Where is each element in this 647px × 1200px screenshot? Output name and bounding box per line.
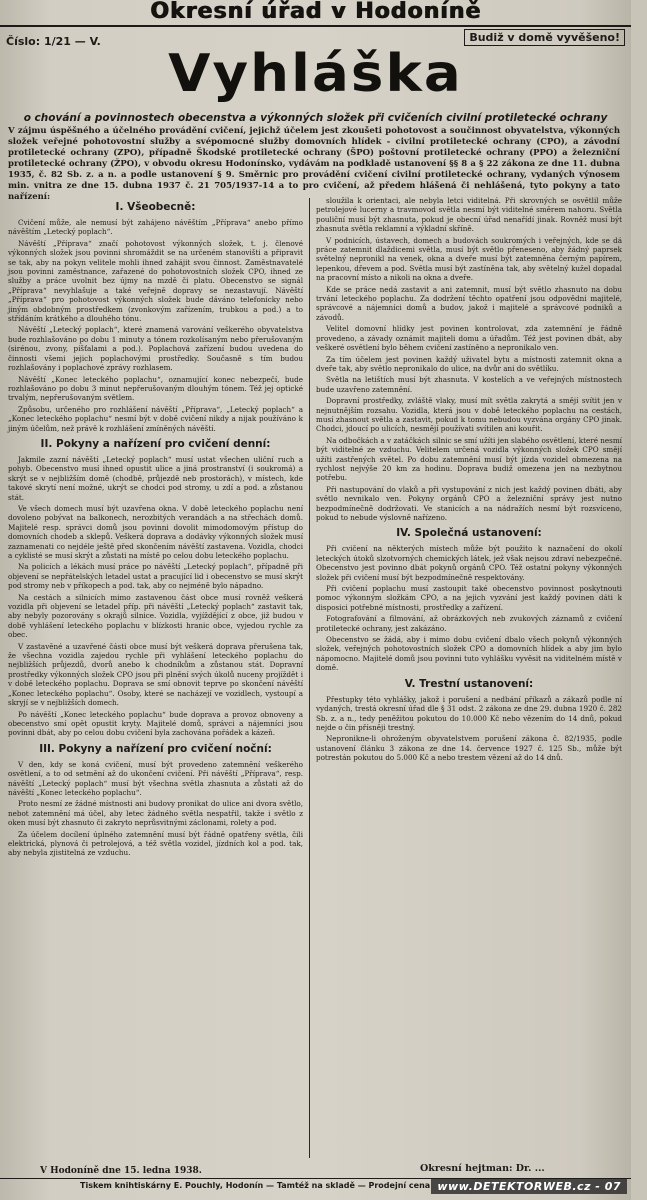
paragraph: Kde se práce nedá zastavit a ani zatemnit, musí být světlo zhasnuto na dobu trvání leteckého poplachu. Za dodržení těchto opatření jsou odpovědni majitelé, správcové a nájemníci domů a budov, jakož i majitelé a správcové podniků a závodů. [316,284,622,322]
left-column [8,196,303,1164]
paragraph: Proto nesmí ze žádné místnosti ani budovy pronikat do ulice ani dvora světlo, nebot zatemnění má účel, aby letec žádného světla nespatřil, takže i světlo z oken musí být zhasnuto či zakryto neprůsvitnými záclonami, rolety a pod. [8,799,303,828]
paragraph: Při cvičení poplachu musí zastoupit také obecenstvo povinnost poskytnouti pomoc výkonným složkám CPO, a na jejich vyzvání jest každý povinen dáti k disposici potřebné místnosti, prostředky a zařízení. [316,584,622,612]
paragraph: V podnicích, ústavech, domech a budovách soukromých i veřejných, kde se dá práce zatemnit dlaždicemi světla, musí být světlo přeneseno, aby žádný paprsek světelný nepronikl na venek, okna a dveře musí být zatemněna černým papírem, lepenkou, dřevem a pod. Světla musí být zastíněna tak, aby světelný kužel dopadal na pracovní místo a nikoli na okna a dveře. [316,235,622,283]
paragraph: Velitel domovní hlídky jest povinen kontrolovat, zda zatemnění je řádně provedeno, a závady oznámit majiteli domu a úřadům. Též jest povinen dbát, aby veškeré osvětlení bylo během cvičení zastíněno a nepronikalo ven. [316,324,622,353]
paragraph: Jakmile zazní návěští „Letecký poplach“ musí ustat všechen uliční ruch a pohyb. Obecenstvo musí ihned opustit ulice a jiná prostranství (i soukromá) a skrýt se v nejbližším domě (chodbě, průjezdě neb prostorách), v místech, kde takové skrytí není možné, ukrýt se chodci pod stromy, u zdí a pod. a zůstanou stát. [8,454,303,502]
paragraph: Světla na letištích musí být zhasnuta. V kostelích a ve veřejných místnostech bude uzavřeno zatemnění. [316,375,622,394]
paragraph: Za účelem docílení úplného zatemnění musí být řádně opatřeny světla, čili elektrická, plynová či petrolejová, a též světla vozidel, jízdních kol a pod. tak, aby nebyla zjistitelná ze vzduchu. [8,829,303,858]
reference-number: Číslo: 1/21 — V. [6,35,101,48]
paragraph: V den, kdy se koná cvičení, musí být provedeno zatemnění veškerého osvětlení, a to od setmění až do ukončení cvičení. Při návěští „Příprava“, resp. návěští „Letecký poplach“ musí být všechna světla zhasnuta a zůstati až do návěští „Konec leteckého poplachu“. [8,759,303,797]
section-heading: I. Všeobecně: [115,201,196,213]
paragraph: Ve všech domech musí být uzavřena okna. V době leteckého poplachu není dovoleno pobývat na balkonech, nerozbitých verandách a na střechách domů. Majitelé resp. správci domů jsou povinni dovolit mimodomovým přístup do domovních chodeb a sklepů. Veškerá doprava a dodávky výkonných složek musí zaznamenati co nejdéle ještě před skončením návěští zastavena. Vozidla, chodci a cyklisté se musí skrýt a zůstati na místě po celou dobu leteckého poplachu. [8,503,303,560]
paragraph: Návěští „Letecký poplach“, které znamená varování veškerého obyvatelstva bude rozhlašováno po dobu 1 minuty a tónem rozkolísaným nebo přerušovaným (sirénou, zvony, píšťalami a pod.). Poplachová zařízení budou uvedena do činnosti všemi jejich poplachovými prostředky. Současně s tím budou rozhlašovány i poplachové zprávy rozhlasem. [8,325,303,373]
paragraph: Návěští „Příprava“ značí pohotovost výkonných složek, t. j. členové výkonných složek jsou povinni shromáždit se na určeném stanovišti a připravit se tak, aby na pokyn velitele mohli ihned zahájit svou činnost. Zaměstnavatelé jsou povinni zaměstnance, zařazené do pohotovostních složek CPO, ihned ze služby a práce uvolnit bez újmy na mzdě či platu. Obecenstvo se signál „Příprava“ nevyhlašuje a také veřejně dopravy se nezastavují. Návěští „Příprava“ pro pohotovost výkonných složek bude dáváno telefonicky nebo jiným obdobným prostředkem (zvonkovým zařízením, trubkou a pod.) a to střídáním krátkého a dlouhého tónu. [8,238,303,324]
section-heading: III. Pokyny a nařízení pro cvičení noční: [39,742,272,755]
paragraph: Při nastupování do vlaků a při vystupování z nich jest každý povinen dbáti, aby světlo nevnikalo ven. Pokyny orgánů CPO a železniční správy jest nutno bezpodmínečně dodržovati. Ve stanicích a na nádražích nesmí být rozsvíceno, pokud to nebude výslovně nařízeno. [316,484,622,522]
right-column [316,196,622,1164]
paragraph: Způsobu, určeného pro rozhlášení návěští „Příprava“, „Letecký poplach“ a „Konec leteckého poplachu“ nesmí být v době cvičení nikdy a nijak používáno k jiným účelům, než právě k rozhlášení zmíněných návěští. [8,404,303,433]
paragraph: Na odbočkách a v zatáčkách silnic se smí užíti jen slabého osvětlení, které nesmí být viditelné ze vzduchu. Velitelem určená vozidla výkonných složek CPO smějí užíti zastřených světel. Po dobu zatemnění musí být jízda vozidel obmezena na rychlost nejvýše 20 km za hodinu. Doprava budiž omezena jen na nezbytnou potřebu. [316,435,622,483]
paragraph: sloužila k orientaci, ale nebyla letci viditelná. Při skrovných se osvětlil může petrolejové lucerny a travmovod světla nesmí být viditelné směrem nahoru. Světla pouliční musí být zhasnuta, pokud je obecní úřad nenařídí jinak. Rovněž musí být zhasnuta světla reklamní a výkladní skříně. [316,196,622,234]
section-heading: IV. Společná ustanovení: [396,527,542,540]
posting-note: Budiž v domě vyvěšeno! [464,29,625,46]
issue-date: V Hodoníně dne 15. ledna 1938. [40,1166,202,1176]
office-title: Okresní úřad v Hodoníně [150,0,481,24]
paragraph: Při cvičení na některých místech může být použito k naznačení do okolí leteckých útoků slzotvorných chemických látek, jež však nejsou zdraví nebezpečné. Obecenstvo jest povinno dbát pokynů orgánů CPO. Též ostatní pokyny výkonných složek při cvičení musí být bezpodmínečně respektovány. [316,544,622,582]
paragraph: Nepronikne-li ohroženým obyvatelstvem porušení zákona č. 82/1935, podle ustanovení článku 3 zákona ze dne 14. července 1927 č. 125 Sb., může být potrestán pokutou do 5.000 Kč a nebo trestem vězení až do 14 dnů. [316,734,622,763]
paragraph: Návěští „Konec leteckého poplachu“, oznamující konec nebezpečí, bude rozhlašováno po dobu 3 minut nepřerušovaným dlouhým tónem. Též jej optické trvalým, nepřerušovaným světlem. [8,374,303,403]
paragraph: Na cestách a silnicích mimo zastavenou část obce musí rovněž veškerá vozidla při objevení se letadel příp. při návěští „Letecký poplach“ zastavit tak, aby nebyly pozorovány s okrajů silnice. Vozidla, vyjíždějící z obce, již budou v době vyhlášení leteckého poplachu v blízkosti hranic obce, vyjedou rychle za obec. [8,592,303,640]
paragraph: Za tím účelem jest povinen každý uživatel bytu a místnosti zatemnit okna a dveře tak, aby světlo nepronikalo do ulice, na dvůr ani do světlíku. [316,354,622,373]
top-rule [0,25,631,27]
subtitle: o chování a povinnostech obecenstva a výkonných složek při cvičeních civilní protiletecké ochrany [23,112,608,124]
column-divider [309,198,310,1158]
watermark: www.DETEKTORWEB.cz - 07 [431,1179,627,1194]
paragraph: Dopravní prostředky, zvláště vlaky, musí mít světla zakrytá a smějí svítit jen v nejnutnějším rozsahu. Vozidla, která jsou v době leteckého poplachu na cestách, musí zhasnout světla a zastavit, pokud k tomu nebudou vyzvána orgány CPO jinak. Chodci, jdoucí po ulicích, nesmějí používati svítilen ani kouřit. [316,396,622,434]
intro-paragraph: V zájmu úspěšného a účelného provádění cvičení, jejichž účelem jest zkoušeti pohotovost a součinnost obyvatelstva, výkonných složek veřejné pohotovostní služby a svépomocné služby domovních hlídek - civilní protiletecké ochrany (CPO), a závodní protiletecké ochrany (ZPO), případně Škodské protiletecké ochrany (ŠPO) poštovní protiletecké ochrany (PPO) a železniční protiletecké ochrany (ŽPO), v obvodu okresu Hodonínsko, vydávám na podkladě ustanovení §§ 8 a § 22 zákona ze dne 11. dubna 1935, č. 82 Sb. z. a n. a podle ustanovení § 9. Směrnic pro provádění cvičení civilní protiletecké ochrany, vydaných výnosem min. vnitra ze dne 15. dubna 1937 č. 21 705/1937-14 a to pro cvičení, až předem hlášená či nehlášená, tyto pokyny a tato nařízení: [8,126,620,202]
section-heading: V. Trestní ustanovení: [404,677,534,690]
signature-line: Okresní hejtman: Dr. ... [420,1163,545,1174]
paragraph: Obecenstvo se žádá, aby i mimo dobu cvičení dbalo všech pokynů výkonných složek, veřejných pohotovostních složek CPO a domovních hlídek a aby jim bylo nápomocno. Majitelé domů jsou povinni tuto vyhlášku vyvěsit na viditelném místě v domě. [316,635,622,673]
paragraph: Přestupky této vyhlášky, jakož i porušení a nedbání příkazů a zákazů podle ní vydaných, trestá okresní úřad dle § 31 odst. 2 zákona ze dne 29. dubna 1920 č. 282 Sb. z. a n., tedy peněžitou pokutou do 10.000 Kč nebo vězením do 14 dnů, pokud nejde o čin přísněji trestný. [316,694,622,732]
paragraph: Cvičení může, ale nemusí být zahájeno návěštím „Příprava“ anebo přímo návěštím „Letecký poplach“. [8,218,303,237]
paragraph: V zastavěné a uzavřené části obce musí být veškerá doprava přerušena tak, že všechna vozidla zajedou rychle při vyhlášení leteckého poplachu do nejbližších průjezdů, dvorů anebo k chodníkům a zůstanou stát. Dopravní prostředky výkonných složek CPO jsou při plnění svých úkolů nuceny projíždět i v době leteckého poplachu. Doprava se smí obnovit teprve po skončení návěští „Konec leteckého poplachu“. Osoby, které se nacházejí ve vozidlech, vystoupí a skryjí se v nejbližších domech. [8,641,303,708]
paragraph: Fotografování a filmování, až obrázkových neb zvukových záznamů z cvičení protiletecké ochrany, jest zakázáno. [316,614,622,633]
printer-imprint: Tiskem knihtiskárny E. Pouchly, Hodonín — Tamtéž na skladě — Prodejní cena [80,1181,431,1190]
paragraph: Na policích a lékách musí práce po návěští „Letecký poplach“, případně při objevení se nepřátelských letadel ustat a pracující lid i obecenstvo se musí skrýt pod stromy neb v příkopech a pod. tak, aby co nejméně bylo nápadno. [8,562,303,591]
page-title: Vyhláška [168,44,463,104]
paragraph: Po návěští „Konec leteckého poplachu“ bude doprava a provoz obnoveny a obecenstvo smí opět opustit kryty. Majitelé domů, správci a nájemníci jsou povinni dbát, aby po celou dobu cvičení byla zachována pořádek a kázeň. [8,709,303,738]
section-heading: II. Pokyny a nařízení pro cvičení denní: [40,437,271,450]
